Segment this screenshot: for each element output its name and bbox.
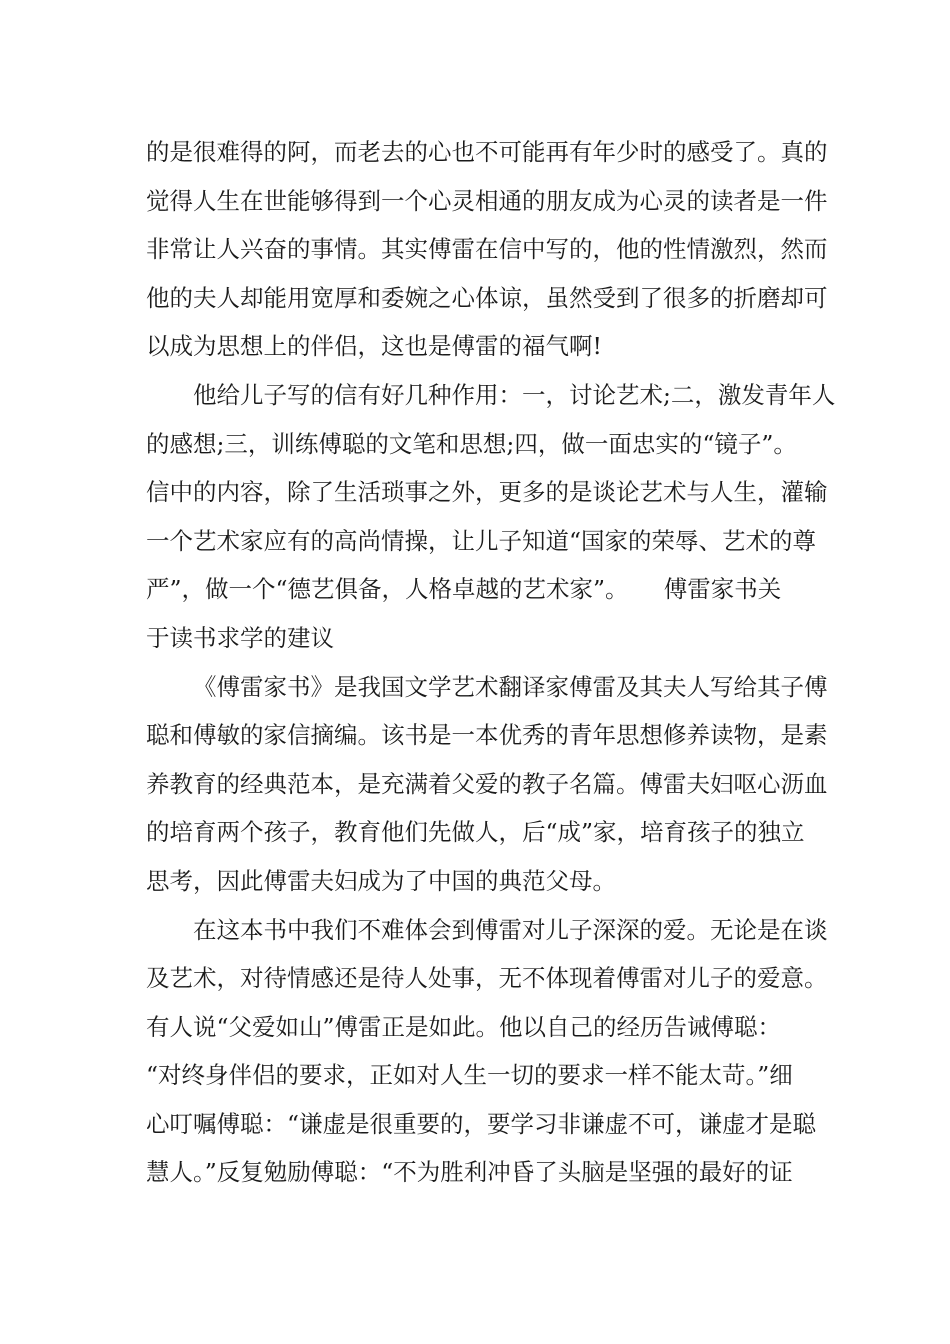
text-line: 以成为思想上的伴侣，这也是傅雷的福气啊! [146,332,602,361]
text-line: 聪和傅敏的家信摘编。该书是一本优秀的青年思想修养读物，是素 [146,721,828,750]
text-line: 的培育两个孩子，教育他们先做人，后“成”家，培育孩子的独立 [146,818,805,847]
text-line: “对终身伴侣的要求，正如对人生一切的要求一样不能太苛。”细 [146,1061,793,1090]
paragraph-start-line: 《傅雷家书》是我国文学艺术翻译家傅雷及其夫人写给其子傅 [193,672,828,701]
text-line: 觉得人生在世能够得到一个心灵相通的朋友成为心灵的读者是一件 [146,186,828,215]
text-line: 慧人。”反复勉励傅聪：“不为胜利冲昏了头脑是坚强的最好的证 [146,1158,793,1187]
text-line: 于读书求学的建议 [146,623,334,652]
text-line: 思考，因此傅雷夫妇成为了中国的典范父母。 [146,866,616,895]
text-line: 严”，做一个“德艺俱备，人格卓越的艺术家”。 傅雷家书关 [146,575,782,604]
text-line: 非常让人兴奋的事情。其实傅雷在信中写的，他的性情激烈，然而 [146,235,828,264]
text-line: 有人说“父爱如山”傅雷正是如此。他以自己的经历告诫傅聪： [146,1012,782,1041]
text-line: 的是很难得的阿，而老去的心也不可能再有年少时的感受了。真的 [146,138,828,166]
text-line: 的感想;三，训练傅聪的文笔和思想;四，做一面忠实的“镜子”。 [146,429,797,458]
text-line: 养教育的经典范本，是充满着父爱的教子名篇。傅雷夫妇呕心沥血 [146,769,828,798]
paragraph-start-line: 在这本书中我们不难体会到傅雷对儿子深深的爱。无论是在谈 [193,915,828,944]
text-line: 信中的内容，除了生活琐事之外，更多的是谈论艺术与人生，灌输 [146,478,828,507]
text-line: 一个艺术家应有的高尚情操，让儿子知道“国家的荣辱、艺术的尊 [146,526,817,555]
paragraph-start-line: 他给儿子写的信有好几种作用：一，讨论艺术;二，激发青年人 [193,380,836,409]
text-line: 及艺术，对待情感还是待人处事，无不体现着傅雷对儿子的爱意。 [146,964,828,993]
body-text [146,128,836,1197]
text-line: 他的夫人却能用宽厚和委婉之心体谅，虽然受到了很多的折磨却可 [146,283,828,312]
text-line: 心叮嘱傅聪：“谦虚是很重要的，要学习非谦虚不可，谦虚才是聪 [146,1109,817,1138]
